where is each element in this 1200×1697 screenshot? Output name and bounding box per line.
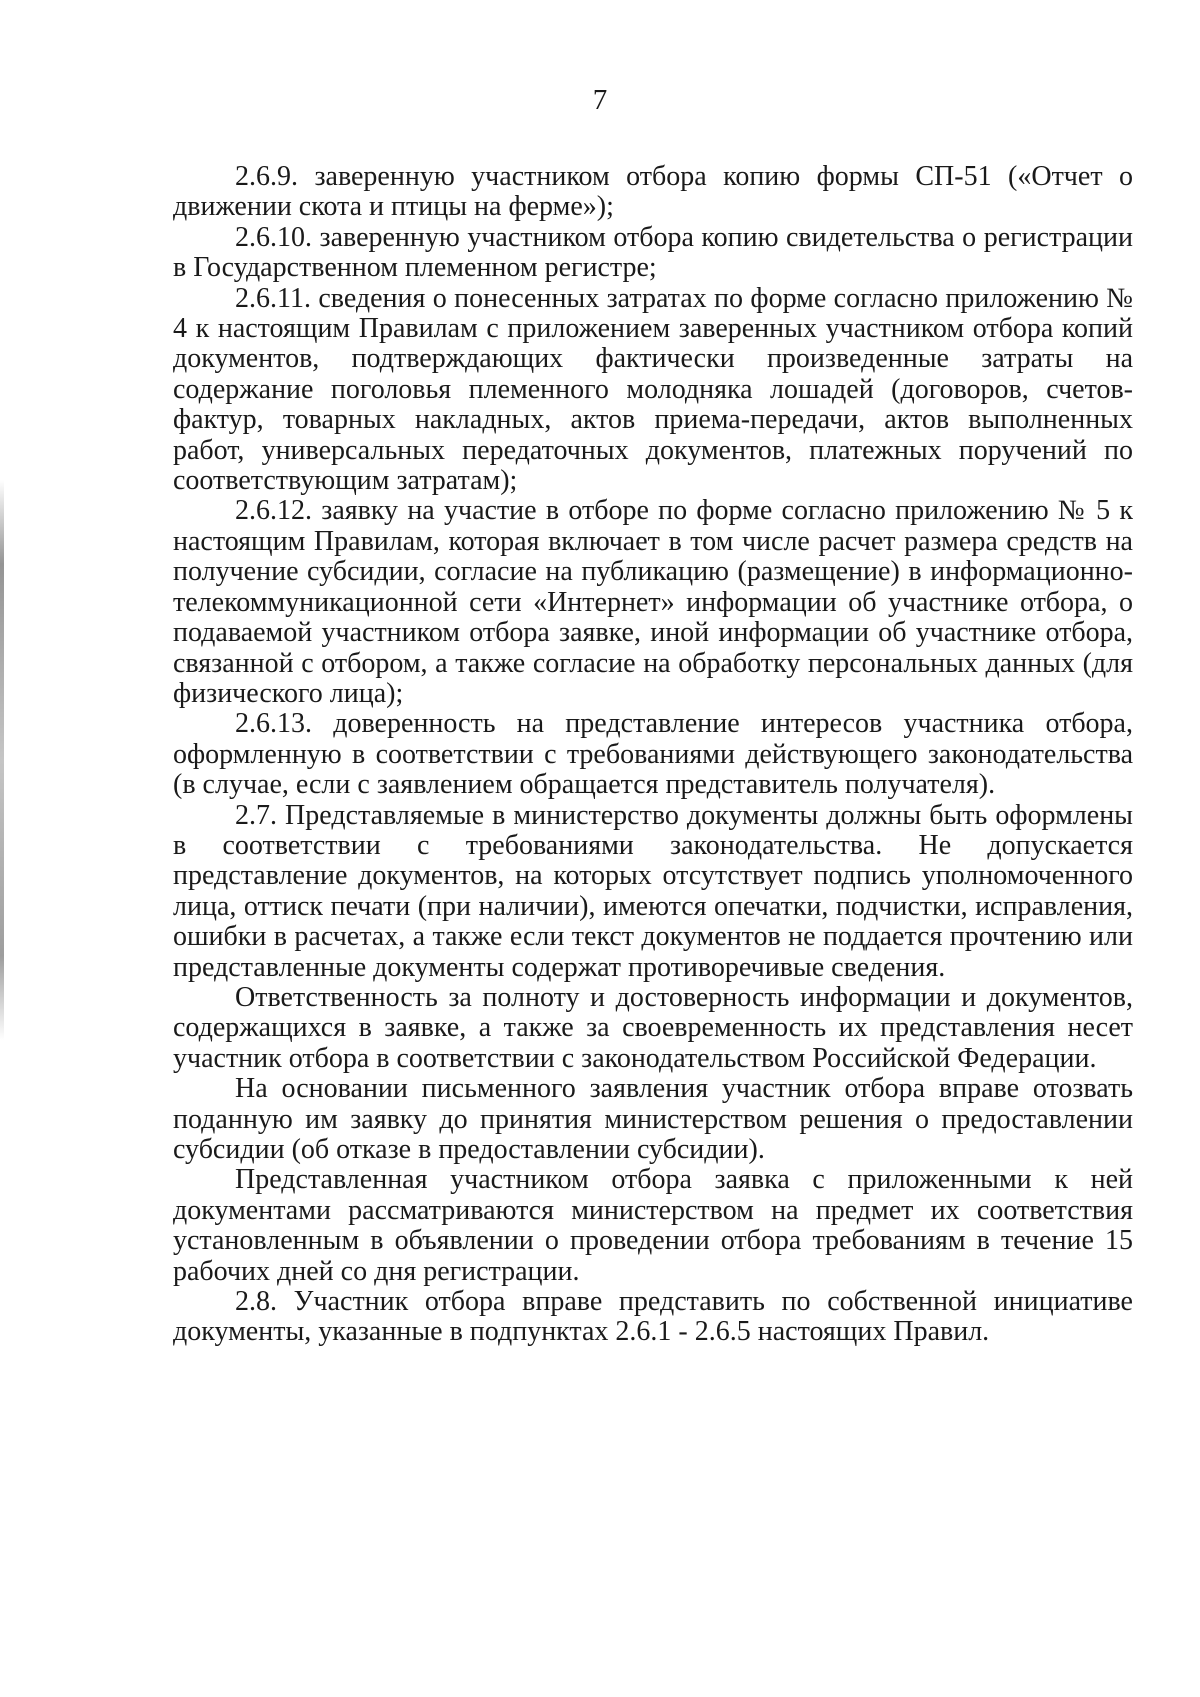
scan-edge-artifact <box>0 480 4 1040</box>
paragraph-2-6-12: 2.6.12. заявку на участие в отборе по форме согласно приложению № 5 к настоящим Правилам, которая включает в том числе расчет размера средств на получение субсидии, согласие на публикацию (размещение) в информационно-телекоммуникационной сети «Интернет» информации об участнике отбора, о подаваемой участником отбора заявке, иной информации об участнике отбора, связанной с отбором, а также согласие на обработку персональных данных (для физического лица); <box>173 495 1133 709</box>
paragraph-2-7: 2.7. Представляемые в министерство документы должны быть оформлены в соответствии с требованиями законодательства. Не допускается представление документов, на которых отсутствует подпись уполномоченного лица, оттиск печати (при наличии), имеются опечатки, подчистки, исправления, ошибки в расчетах, а также если текст документов не поддается прочтению или представленные документы содержат противоречивые сведения. <box>173 799 1133 983</box>
paragraph-2-6-9: 2.6.9. заверенную участником отбора копию формы СП-51 («Отчет о движении скота и птицы на ферме»); <box>173 161 1133 223</box>
paragraph-2-6-13: 2.6.13. доверенность на представление интересов участника отбора, оформленную в соответствии с требованиями действующего законодательства (в случае, если с заявлением обращается представитель получателя). <box>173 708 1133 801</box>
paragraph-withdrawal: На основании письменного заявления участник отбора вправе отозвать поданную им заявку до принятия министерством решения о предоставлении субсидии (об отказе в предоставлении субсидии). <box>173 1073 1133 1165</box>
paragraph-responsibility: Ответственность за полноту и достоверность информации и документов, содержащихся в заявке, а также за своевременность их представления несет участник отбора в соответствии с законодательством Российской Федерации. <box>173 981 1133 1074</box>
paragraph-2-8: 2.8. Участник отбора вправе представить по собственной инициативе документы, указанные в подпунктах 2.6.1 - 2.6.5 настоящих Правил. <box>173 1286 1133 1348</box>
paragraph-2-6-10: 2.6.10. заверенную участником отбора копию свидетельства о регистрации в Государственном племенном регистре; <box>173 221 1133 284</box>
page-number: 7 <box>592 84 608 116</box>
paragraph-2-6-11: 2.6.11. сведения о понесенных затратах по форме согласно приложению № 4 к настоящим Правилам с приложением заверенных участником отбора копий документов, подтверждающих фактически произведенные затраты на содержание поголовья племенного молодняка лошадей (договоров, счетов-фактур, товарных накладных, актов приема-передачи, актов выполненных работ, универсальных передаточных документов, платежных поручений по соответствующим затратам); <box>173 282 1133 497</box>
document-body <box>173 162 1133 1348</box>
paragraph-review: Представленная участником отбора заявка с приложенными к ней документами рассматриваются министерством на предмет их соответствия установленным в объявлении о проведении отбора требованиям в течение 15 рабочих дней со дня регистрации. <box>173 1164 1133 1287</box>
